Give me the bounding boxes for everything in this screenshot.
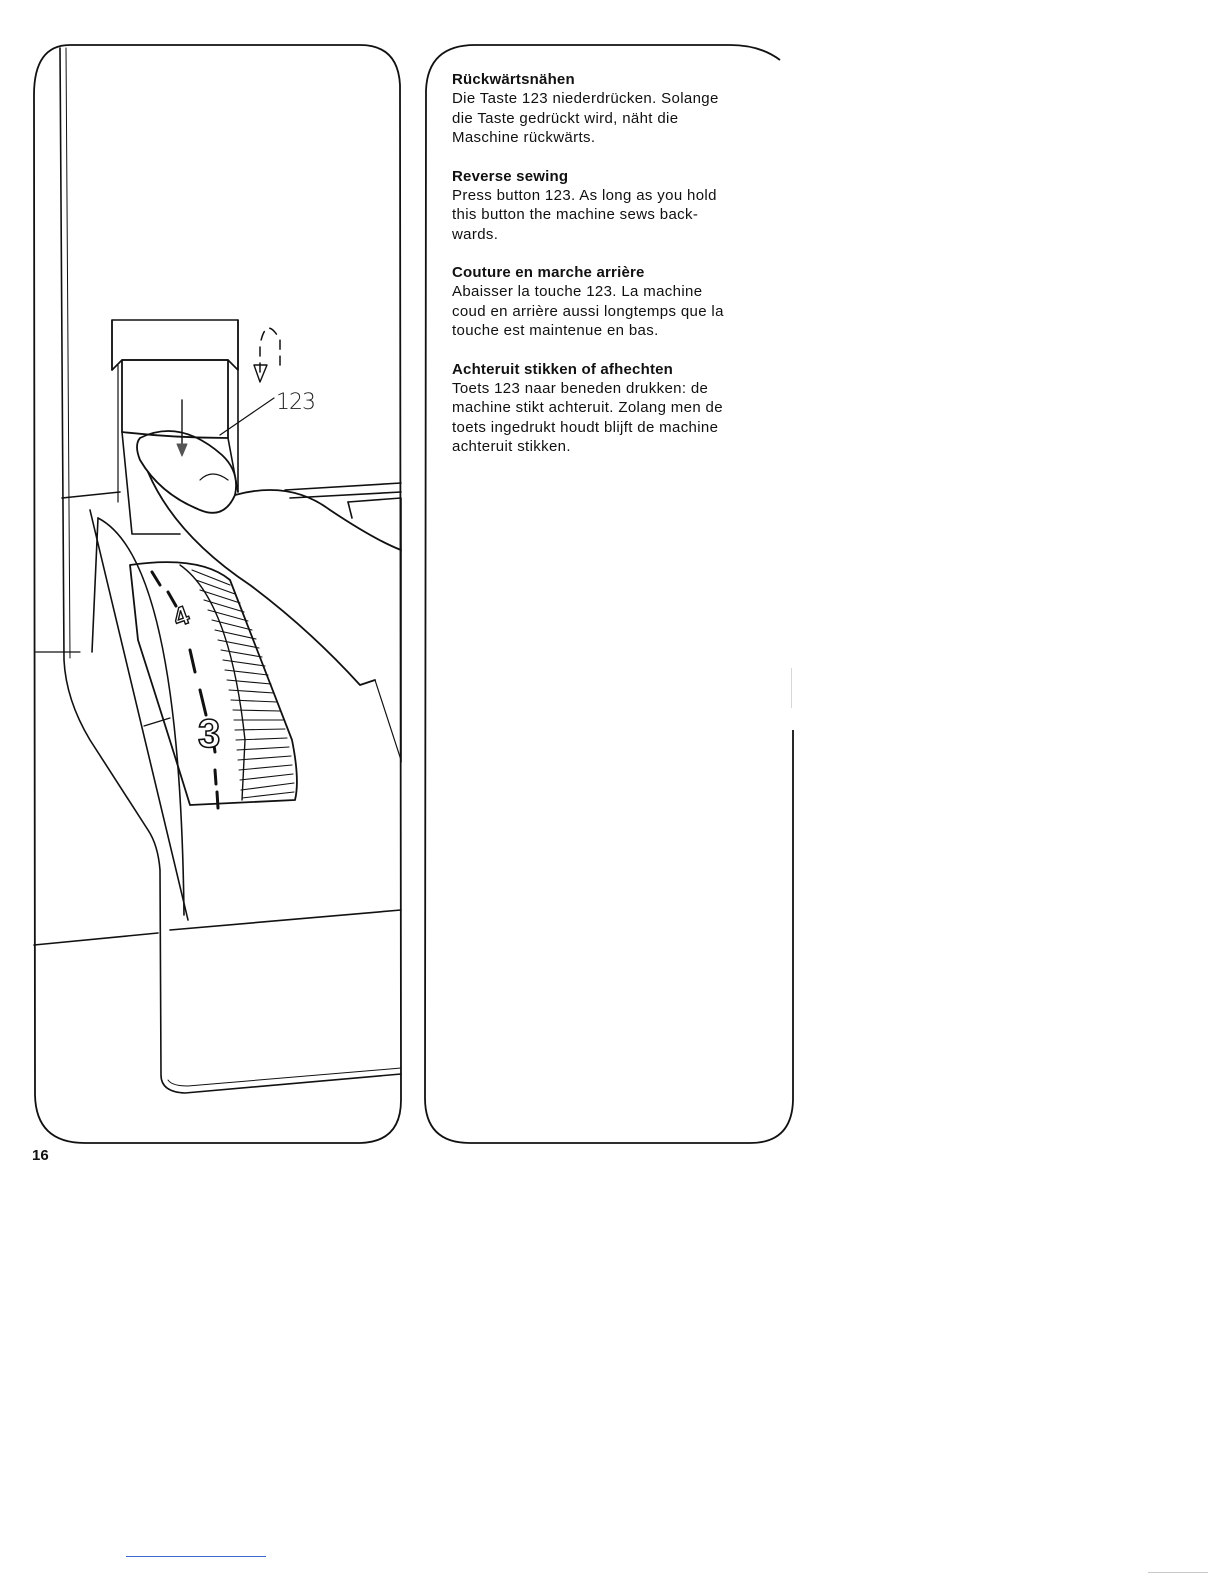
- reverse-button-housing: [112, 320, 238, 370]
- finger: [137, 431, 236, 513]
- body-dutch: Toets 123 naar beneden drukken: de machine stikt achteruit. Zolang men de toets ingedrukt houdt blijft de machine achteruit stikken.: [452, 379, 723, 455]
- scan-artifact-line-right: [1148, 1572, 1208, 1573]
- scan-artifact-line: [126, 1556, 266, 1557]
- section-english: [452, 167, 782, 245]
- instructions-panel: [420, 40, 806, 1152]
- reverse-button-illustration: [30, 40, 408, 1152]
- heading-english: Reverse sewing: [452, 167, 569, 185]
- heading-dutch: Achteruit stikken of afhechten: [452, 360, 674, 378]
- body-german: Die Taste 123 niederdrücken. Solange die Taste gedrückt wird, näht die Maschine rückwärts.: [452, 90, 719, 146]
- section-german: [452, 70, 782, 148]
- heading-french: Couture en marche arrière: [452, 264, 645, 281]
- scan-artifact-tick: [791, 668, 792, 708]
- illustration-frame: [34, 45, 401, 1143]
- body-english: Press button 123. As long as you hold this button the machine sews back- wards.: [452, 186, 717, 243]
- instructions-text: [452, 70, 782, 476]
- dial-number-3: 3: [198, 712, 221, 756]
- page-number: 16: [32, 1147, 49, 1164]
- section-dutch: [452, 360, 782, 457]
- heading-german: Rückwärtsnähen: [452, 71, 575, 88]
- dial-number-4: 4: [169, 599, 193, 633]
- dial-knurling: [192, 570, 294, 798]
- section-french: [452, 263, 782, 341]
- button-label-123: 123: [276, 390, 315, 415]
- reverse-button: [122, 360, 228, 438]
- body-french: Abaisser la touche 123. La machine coud en arrière aussi longtemps que la touche est maintenue en bas.: [452, 283, 724, 339]
- stitch-dial: [130, 562, 297, 805]
